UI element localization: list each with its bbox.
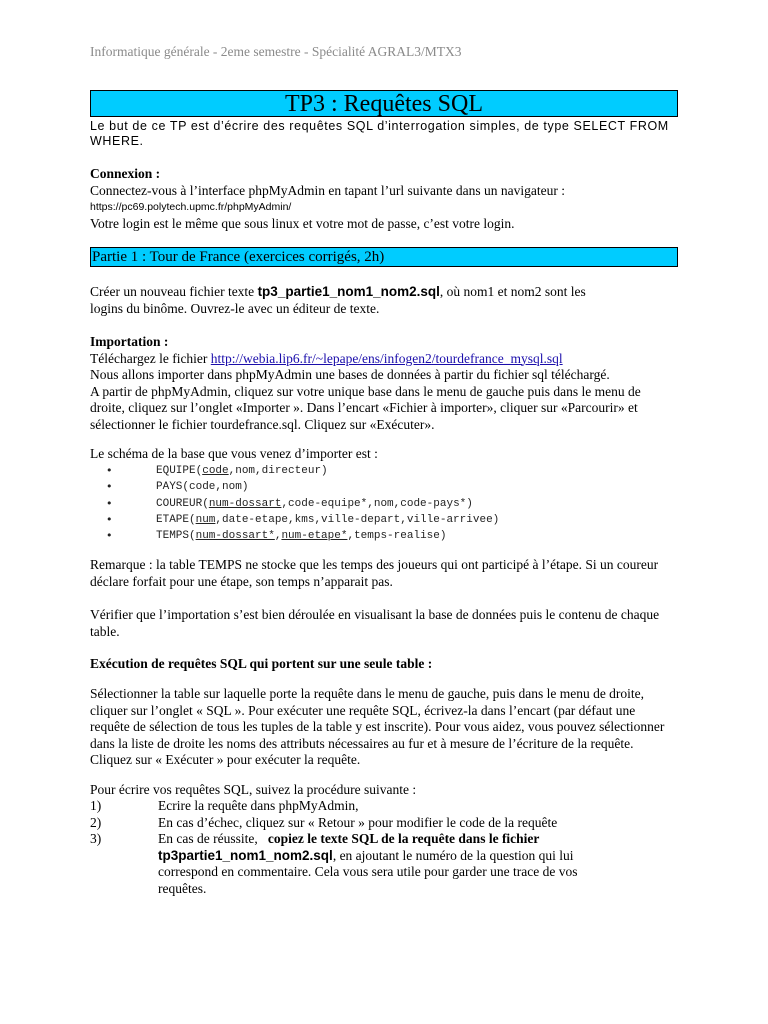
primary-key: num: [195, 513, 216, 526]
execution-heading: Exécution de requêtes SQL qui portent sur une seule table :: [90, 656, 433, 671]
create-file-paragraph: [90, 284, 690, 317]
login-info: Votre login est le même que sous linux et votre mot de passe, c’est votre login.: [90, 215, 515, 231]
intro-text: Le but de ce TP est d’écrire des requêtes SQL d’interrogation simples, de type SELECT FROM WHERE.: [90, 119, 669, 148]
file-name: tp3partie1_nom1_nom2.sql: [158, 847, 333, 863]
procedure-list: [90, 798, 690, 897]
create-pre: Créer un nouveau fichier texte: [90, 284, 258, 299]
download-text: Téléchargez le fichier: [90, 350, 211, 366]
download-link[interactable]: http://webia.lip6.fr/~lepape/ens/infogen2/tourdefrance_mysql.sql: [210, 350, 563, 366]
importation-line: A partir de phpMyAdmin, cliquez sur votre unique base dans le menu de gauche puis dans le menu de: [90, 383, 641, 399]
importation-heading: Importation :: [90, 334, 169, 349]
section-title-partie1: Partie 1 : Tour de France (exercices corrigés, 2h): [90, 247, 678, 267]
list-item: • ETAPE(num,date-etape,kms,ville-depart,ville-arrivee): [106, 512, 499, 528]
list-item: 3) En cas de réussite, copiez le texte SQL de la requête dans le fichier tp3partie1_nom1_nom2.sql, en ajoutant le numéro de la question qui lui correspond en commentaire. Cela vous sera utile pour garder une trace de vos requêtes.: [90, 831, 578, 896]
importation-line: droite, cliquez sur l’onglet «Importer ». Dans l’encart «Fichier à importer», cliquer sur «Parcourir» et: [90, 400, 638, 415]
page-header: Informatique générale - 2eme semestre - Spécialité AGRAL3/MTX3: [90, 44, 462, 59]
procedure-intro: Pour écrire vos requêtes SQL, suivez la procédure suivante :: [90, 782, 417, 797]
primary-key: num-dossart: [208, 497, 282, 510]
importation-line: Nous allons importer dans phpMyAdmin une bases de données à partir du fichier sql téléchargé.: [90, 367, 610, 382]
primary-key: num-dossart*: [195, 530, 275, 543]
list-item: • TEMPS(num-dossart*,num-etape*,temps-realise): [106, 528, 499, 544]
importation-line: sélectionner le fichier tourdefrance.sql. Cliquez sur «Exécuter».: [90, 416, 435, 432]
connexion-heading: Connexion :: [90, 166, 161, 181]
create-post: , où nom1 et nom2 sont les: [439, 284, 586, 299]
execution-paragraph: Sélectionner la table sur laquelle porte la requête dans le menu de gauche, puis dans le menu de droite, cliquer sur l’onglet « SQL ». Pour exécuter une requête SQL, écrivez-la dans l’encart (par défaut une requête de sélection de tous les tuples de la table y est inscrite). Pour vous aidez, vous pouvez sélectionner dans la liste de droite les noms des attributs nécessaires au fur et à mesure de l’écriture de la requête. Cliquez sur « Exécuter » pour exécuter la requête.: [90, 686, 665, 767]
phpmyadmin-url: https://pc69.polytech.upmc.fr/phpMyAdmin/: [90, 201, 292, 213]
bullet-icon: •: [106, 529, 113, 543]
bullet-icon: •: [106, 496, 113, 510]
importation-section: [90, 334, 690, 433]
page-title: TP3 : Requêtes SQL: [90, 90, 678, 117]
remarque-paragraph: Remarque : la table TEMPS ne stocke que les temps des joueurs qui ont participé à l’étape. Si un coureur déclare forfait pour une étape, son temps n’apparait pas.: [90, 557, 659, 589]
schema-intro: Le schéma de la base que vous venez d’importer est :: [90, 446, 378, 461]
create-line2: logins du binôme. Ouvrez-le avec un éditeur de texte.: [90, 300, 380, 316]
bullet-icon: •: [106, 464, 113, 477]
list-item: 2) En cas d’échec, cliquez sur « Retour » pour modifier le code de la requête: [90, 814, 558, 830]
list-item: • COUREUR(num-dossart,code-equipe*,nom,code-pays*): [106, 496, 499, 512]
list-item: • EQUIPE(code,nom,directeur): [106, 463, 499, 479]
primary-key: code: [202, 465, 229, 477]
primary-key: num-etape*: [281, 530, 348, 543]
bullet-icon: •: [106, 512, 113, 526]
schema-list: [106, 463, 499, 544]
list-item: • PAYS(code,nom): [106, 479, 499, 495]
bullet-icon: •: [106, 480, 113, 494]
list-item: 1) Ecrire la requête dans phpMyAdmin,: [90, 798, 359, 813]
verifier-paragraph: Vérifier que l’importation s’est bien déroulée en visualisant la base de données puis le contenu de chaque table.: [90, 607, 660, 639]
file-name: tp3_partie1_nom1_nom2.sql: [257, 284, 440, 299]
connexion-line: Connectez-vous à l’interface phpMyAdmin en tapant l’url suivante dans un navigateur :: [90, 182, 565, 198]
connexion-section: [90, 166, 690, 232]
